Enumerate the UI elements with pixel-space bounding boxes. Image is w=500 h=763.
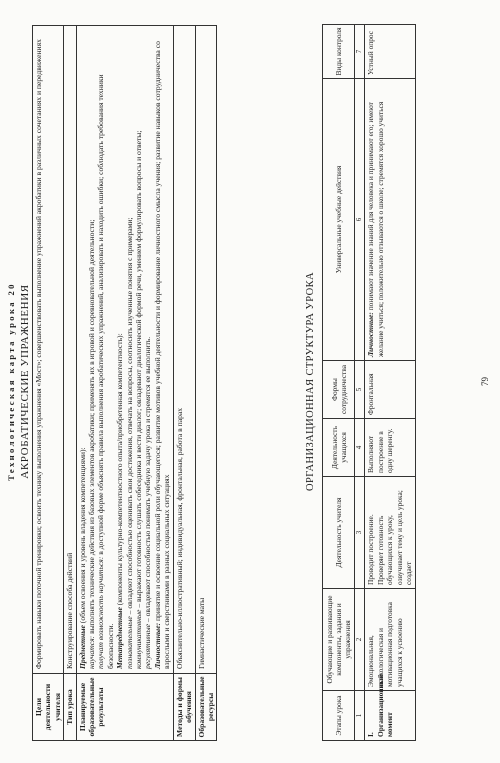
personal-results: Личностные: принятие и освоение социальной роли обучающегося; развитие мотивов учебной деятельности и формирование личностного смысла учения; развитие навыков сотрудничества со взрослыми и сверстниками в разных социальных ситуациях [152,41,172,669]
column-number: 7 [355,25,365,79]
methods-label: Методы и формы обучения [173,674,195,741]
running-head: Технологическая карта урока 20 [6,282,16,481]
lesson-type-text: Конструирование способа действий [64,26,76,674]
table-row [365,25,416,741]
results-label: Планируемые образовательные результаты [76,674,173,741]
regulatory-results: регулятивные – овладевают способностью понимать учебную задачу урока и стремятся ее выполнить. [143,336,153,669]
document-title: АКРОБАТИЧЕСКИЕ УПРАЖНЕНИЯ [19,284,31,479]
header-forms: Формы сотрудничества [323,361,355,419]
resources-text: Гимнастические маты [195,26,217,674]
results-text [76,26,173,674]
lesson-type-label: Тип урока [64,674,76,741]
uud-cell: Личностные: понимают значение знаний для человека и принимают его; имеют желание учиться; положительно отзываются о школе; стремятся хорошо учиться [365,79,416,361]
chance-results: получат возможность научиться: в доступной форме объяснять правила выполнения акробатических упражнений, анализировать и находить ошибки; соблюдать требования техники безопасности. [96,74,115,669]
students-cell: Выполняют построение в одну шеренгу. [365,419,416,477]
teacher-cell: Проводит построение. Проверяет готовность обучающихся к уроку, озвучивает тему и цель урока; создает [365,477,416,589]
column-number: 3 [355,477,365,589]
subject-results: Предметные (объем освоения и уровень владения компетенциями): [77,447,87,669]
column-number: 6 [355,79,365,361]
lesson-structure-table [322,24,416,741]
header-row [323,25,355,741]
number-row [355,25,365,741]
table-row [64,26,76,741]
table-row [173,26,195,741]
column-number: 4 [355,419,365,477]
header-uud: Универсальные учебные действия [323,79,355,361]
methods-text: Объяснительно-иллюстративный; индивидуальная, фронтальная, работа в парах [173,26,195,674]
meta-results: Метапредметные (компоненты культурно-компетентностного опыта/приобретенная компетентность): [115,333,125,669]
goals-text: Формировать навыки поточной тренировки; освоить технику выполнения упражнения «Мост»; совершенствовать выполнение упражнений акробатики в различных сочетаниях и передвижениях [33,26,64,674]
column-number: 2 [355,589,365,691]
components-cell: Эмоциональная, психологическая и мотивационная подготовка учащихся к усвоению [365,589,416,691]
stage-cell: I. Организационный момент [365,691,416,741]
column-number: 5 [355,361,365,419]
control-cell: Устный опрос [365,25,416,79]
forms-cell: Фронтальная [365,361,416,419]
column-number: 1 [355,691,365,741]
learn-results: научатся: выполнять технические действия из базовых элементов акробатики; применять их в игровой и соревновательной деятельности; [87,219,97,669]
table-row [76,26,173,741]
page-number: 79 [480,377,490,386]
header-stages: Этапы урока [323,691,355,741]
header-teacher: Деятельность учителя [323,477,355,589]
goals-label: Цели деятельности учителя [33,674,64,741]
header-control: Виды контроля [323,25,355,79]
lesson-card-table [32,25,217,741]
communicative-results: коммуникативные – выражают готовность слушать собеседника и вести диалог; овладевают диалогической формой речи, умением формулировать вопросы и ответы; [134,130,144,669]
resources-label: Образовательные ресурсы [195,674,217,741]
cognitive-results: познавательные – овладеют способностью оценивать свои достижения, отвечать на вопросы, соотносить изученные понятия с примерами; [124,217,134,669]
structure-title: ОРГАНИЗАЦИОННАЯ СТРУКТУРА УРОКА [305,271,316,492]
table-row [195,26,217,741]
header-students: Деятельность учащихся [323,419,355,477]
header-components: Обучающие и развивающие компоненты, задания и упражнения [323,589,355,691]
table-row [33,26,64,741]
